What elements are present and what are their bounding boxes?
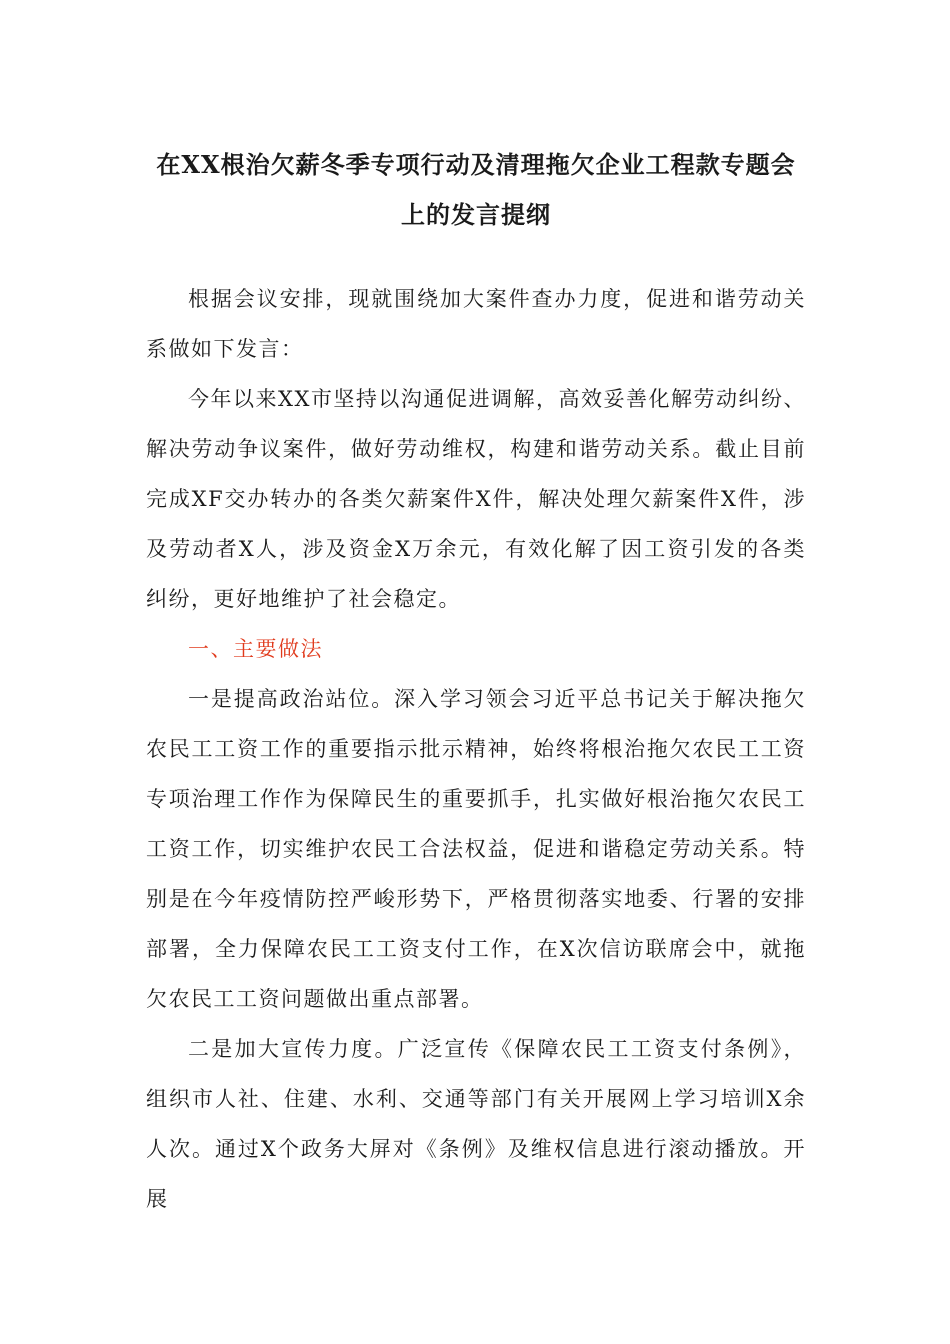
section-paragraph-publicity: 二是加大宣传力度。广泛宣传《保障农民工工资支付条例》，组织市人社、住建、水利、交通等部门有关开展网上学习培训X余人次。通过X个政务大屏对《条例》及维权信息进行滚动播放。开展 bbox=[146, 1037, 806, 1211]
summary-paragraph: 今年以来XX市坚持以沟通促进调解，高效妥善化解劳动纠纷、解决劳动争议案件，做好劳动维权，构建和谐劳动关系。截止目前完成XF交办转办的各类欠薪案件X件，解决处理欠薪案件X件，涉及劳动者X人，涉及资金X万余元，有效化解了因工资引发的各类纠纷，更好地维护了社会稳定。 bbox=[146, 387, 806, 611]
section-paragraph-political: 一是提高政治站位。深入学习领会习近平总书记关于解决拖欠农民工工资工作的重要指示批示精神，始终将根治拖欠农民工工资专项治理工作作为保障民生的重要抓手，扎实做好根治拖欠农民工工资工作，切实维护农民工合法权益，促进和谐稳定劳动关系。特别是在今年疫情防控严峻形势下，严格贯彻落实地委、行署的安排部署，全力保障农民工工资支付工作，在X次信访联席会中，就拖欠农民工工资问题做出重点部署。 bbox=[146, 687, 806, 1011]
intro-paragraph: 根据会议安排，现就围绕加大案件查办力度，促进和谐劳动关系做如下发言： bbox=[146, 287, 806, 361]
section-heading: 一、主要做法 bbox=[188, 637, 323, 661]
document-title: 在XX根治欠薪冬季专项行动及清理拖欠企业工程款专题会上的发言提纲 bbox=[156, 150, 796, 229]
document-page bbox=[146, 140, 806, 1224]
